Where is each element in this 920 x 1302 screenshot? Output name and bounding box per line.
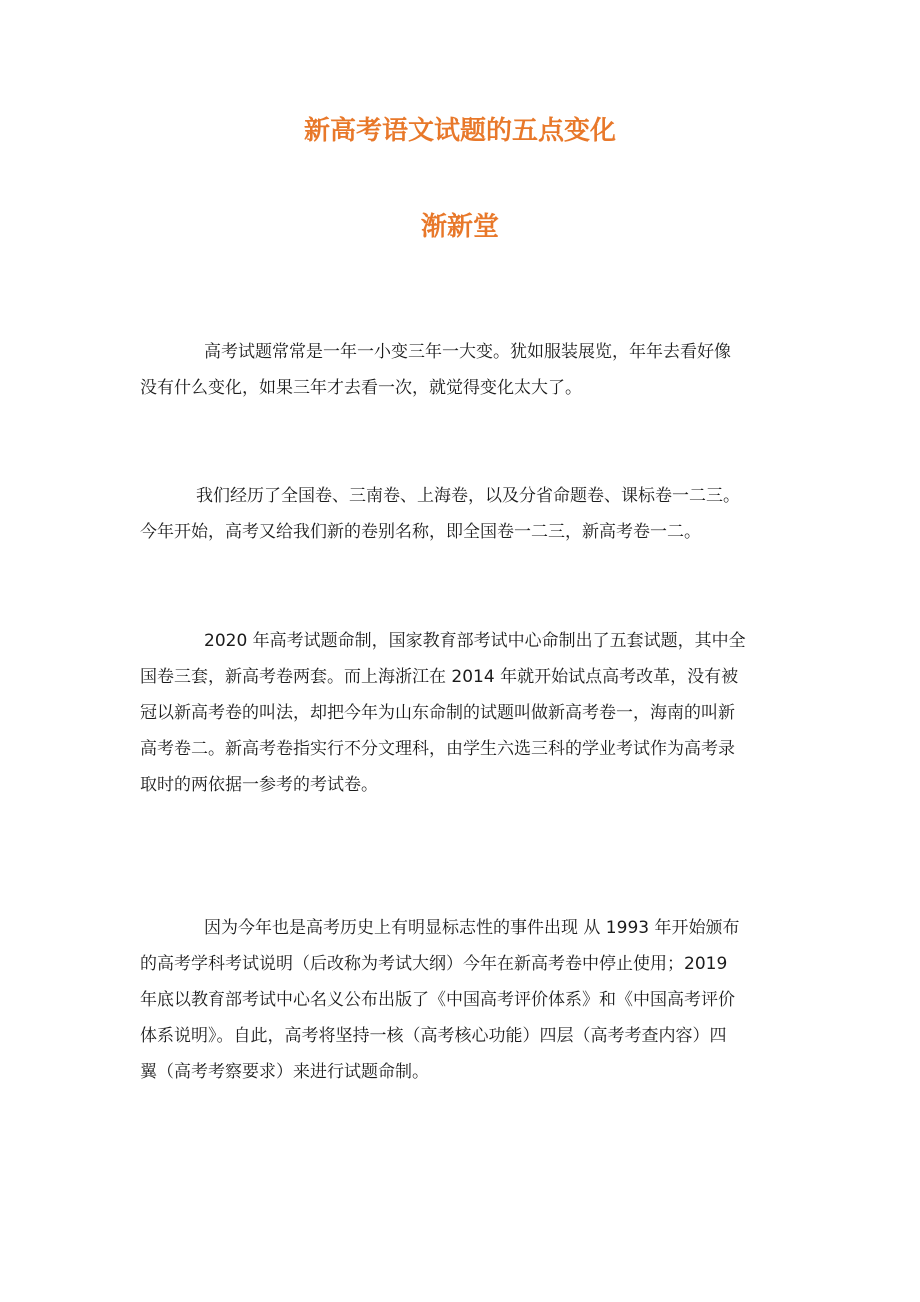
paragraph-1 (140, 334, 788, 406)
paragraph-line: 年底以教育部考试中心名义公布出版了《中国高考评价体系》和《中国高考评价 (140, 990, 735, 1010)
paragraph-2 (140, 478, 788, 550)
paragraph-line: 翼（高考考察要求）来进行试题命制。 (140, 1062, 429, 1082)
paragraph-line: 体系说明》。自此，高考将坚持一核（高考核心功能）四层（高考考查内容）四 (140, 1026, 727, 1046)
paragraph-line: 冠以新高考卷的叫法，却把今年为山东命制的试题叫做新高考卷一，海南的叫新 (140, 703, 735, 723)
paragraph-line: 取时的两依据一参考的考试卷。 (140, 775, 378, 795)
paragraph-3 (140, 623, 788, 803)
document-title: 新高考语文试题的五点变化 (303, 116, 616, 146)
paragraph-line: 没有什么变化，如果三年才去看一次，就觉得变化太大了。 (140, 378, 582, 398)
paragraph-line: 我们经历了全国卷、三南卷、上海卷，以及分省命题卷、课标卷一二三。 (196, 486, 740, 506)
paragraph-line: 的高考学科考试说明（后改称为考试大纲）今年在新高考卷中停止使用；2019 (140, 954, 728, 974)
paragraph-line: 因为今年也是高考历史上有明显标志性的事件出现 从 1993 年开始颁布 (204, 918, 740, 938)
document-author: 渐新堂 (420, 212, 499, 242)
paragraph-4 (140, 910, 788, 1090)
paragraph-line: 高考试题常常是一年一小变三年一大变。犹如服装展览，年年去看好像 (204, 342, 731, 362)
paragraph-line: 国卷三套，新高考卷两套。而上海浙江在 2014 年就开始试点高考改革，没有被 (140, 667, 739, 687)
paragraph-line: 高考卷二。新高考卷指实行不分文理科，由学生六选三科的学业考试作为高考录 (140, 739, 735, 759)
paragraph-line: 今年开始，高考又给我们新的卷别名称，即全国卷一二三，新高考卷一二。 (140, 522, 701, 542)
paragraph-line: 2020 年高考试题命制，国家教育部考试中心命制出了五套试题，其中全 (204, 631, 746, 651)
